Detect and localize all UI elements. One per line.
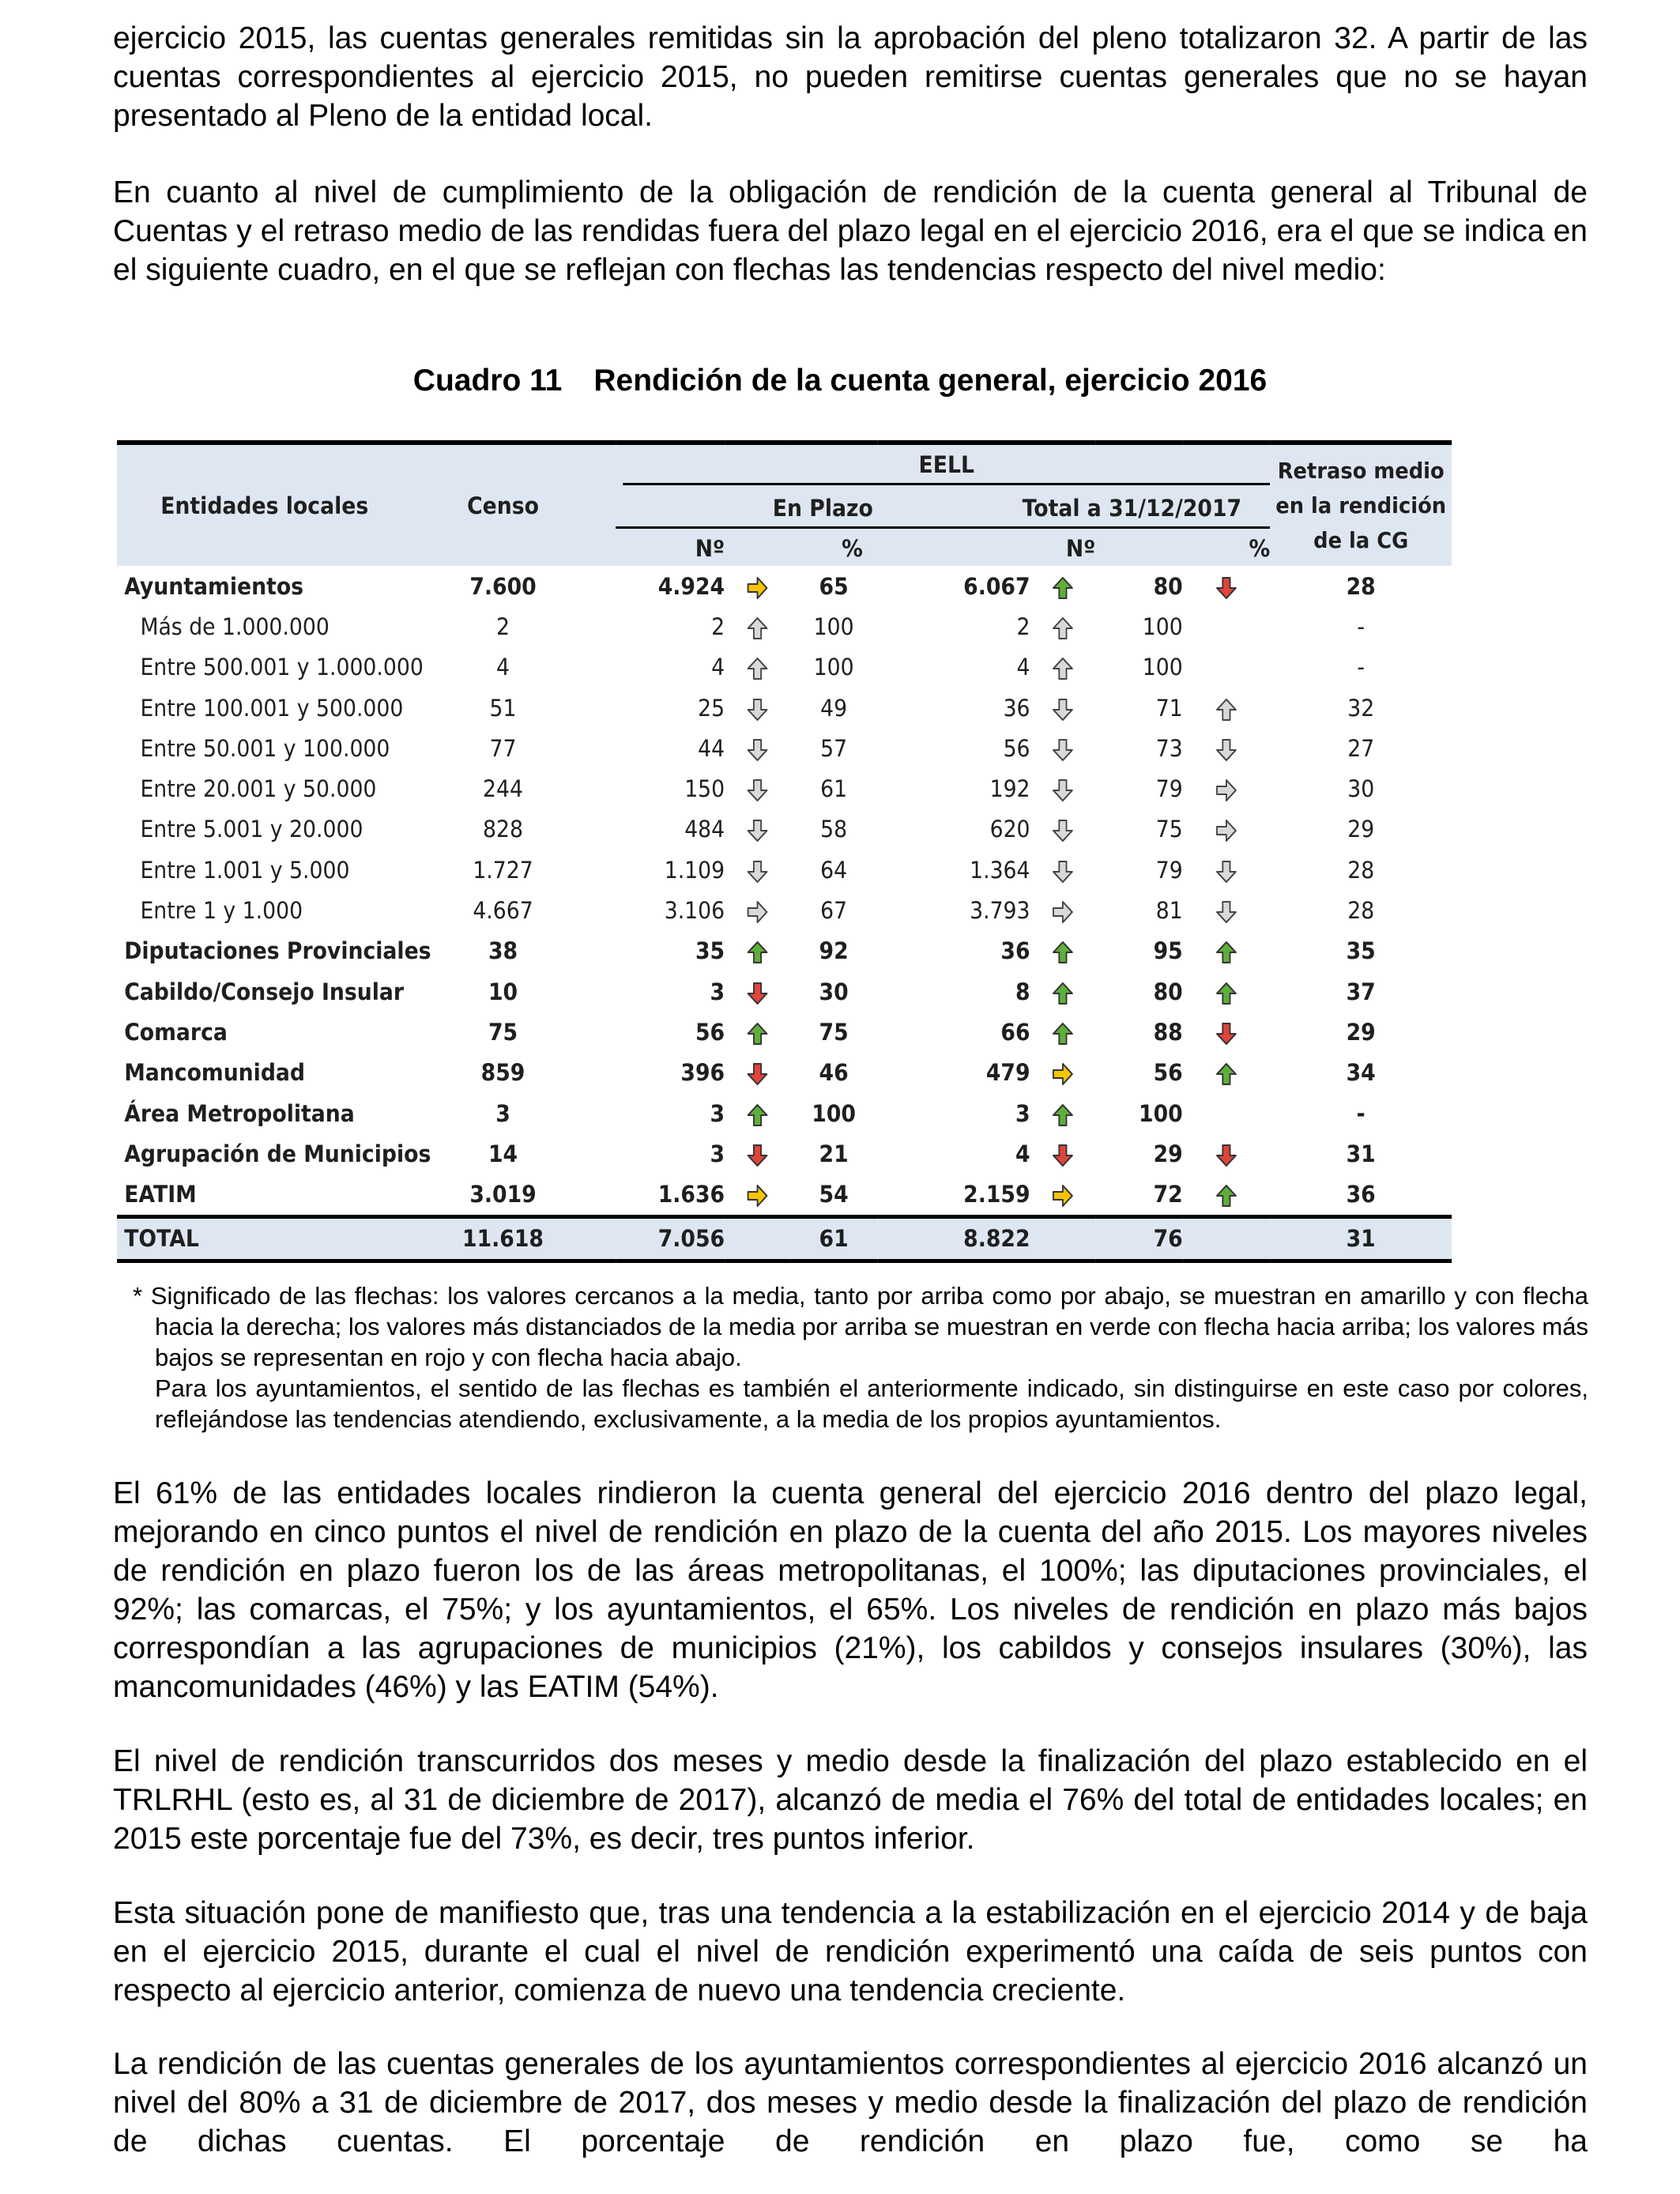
retraso-arrow-icon xyxy=(1183,728,1270,768)
total-arrow-icon xyxy=(1030,890,1096,930)
table-total-row xyxy=(117,1216,1452,1261)
total-arrow-icon xyxy=(1030,850,1096,890)
cell-plazo-n: 3 xyxy=(710,1140,725,1167)
paragraph-trend: Esta situación pone de manifiesto que, tras una tendencia a la estabilización en el ejercicio 2014 y de baja en el ejercicio 2015, durante el cual el nivel de rendición experimentó una caída de seis puntos con respecto al ejercicio anterior, comienza de nuevo una tendencia creciente. xyxy=(113,1896,1588,2007)
row-name: Entre 20.001 y 50.000 xyxy=(140,775,377,803)
total-arrow-icon xyxy=(1030,809,1096,850)
total-arrow-icon xyxy=(1030,1012,1096,1052)
row-name: Entre 5.001 y 20.000 xyxy=(140,816,363,843)
spacer xyxy=(1030,1216,1096,1261)
cell-plazo-pct: 61 xyxy=(820,775,848,803)
table-row xyxy=(117,768,1452,809)
plazo-arrow-icon xyxy=(725,1012,790,1052)
total-arrow-icon xyxy=(1030,647,1096,688)
spacer xyxy=(558,809,616,850)
row-name: Comarca xyxy=(124,1018,228,1046)
cell-total-pct: 80 xyxy=(1153,572,1183,600)
row-name: Cabildo/Consejo Insular xyxy=(124,978,405,1005)
table-row xyxy=(117,1093,1452,1133)
plazo-arrow-icon xyxy=(725,1093,790,1133)
header-total-n: Nº xyxy=(1030,531,1096,566)
retraso-arrow-icon xyxy=(1183,566,1270,606)
table-row xyxy=(117,971,1452,1012)
row-name: Área Metropolitana xyxy=(124,1099,355,1127)
cell-retraso: 29 xyxy=(1346,1018,1376,1046)
cell-plazo-pct: 75 xyxy=(819,1018,849,1046)
total-plazo-pct: 61 xyxy=(790,1216,877,1261)
cell-plazo-n: 44 xyxy=(698,734,725,762)
header-total-label: Total a 31/12/2017 xyxy=(994,495,1271,529)
table-row xyxy=(117,850,1452,890)
empty-cell xyxy=(1183,606,1270,647)
cell-total-pct: 56 xyxy=(1153,1059,1183,1087)
plazo-arrow-icon xyxy=(725,566,790,606)
caption-title: Rendición de la cuenta general, ejercicio 2016 xyxy=(593,364,1268,398)
paragraph-intro-continuation: ejercicio 2015, las cuentas generales remitidas sin la aprobación del pleno totalizaron 32. A partir de las cuentas correspondientes al ejercicio 2015, no pueden remitirse cuentas generales que no se hayan presentado al Pleno de la entidad local. xyxy=(113,21,1588,133)
row-name: Entre 1 y 1.000 xyxy=(140,897,303,925)
plazo-arrow-icon xyxy=(725,1053,790,1093)
plazo-arrow-icon xyxy=(725,606,790,647)
note-arrows-meaning: * Significado de las flechas: los valores cercanos a la media, tanto por arriba como por abajo, se muestran en amarillo y con flecha hacia la derecha; los valores más distanciados de la media por arriba se muestran en verde con flecha hacia arriba; los valores más bajos se representan en rojo y con flecha hacia abajo. xyxy=(133,1282,1588,1371)
table-row xyxy=(117,566,1452,606)
spacer xyxy=(558,971,616,1012)
retraso-arrow-icon xyxy=(1183,809,1270,850)
cell-censo: 4.667 xyxy=(473,897,533,925)
cell-total-n: 2.159 xyxy=(963,1181,1030,1208)
cell-total-n: 620 xyxy=(989,816,1030,843)
cell-retraso: - xyxy=(1357,613,1365,640)
cell-total-pct: 95 xyxy=(1153,937,1183,965)
cell-censo: 51 xyxy=(489,694,517,722)
spacer xyxy=(558,688,616,728)
table-row xyxy=(117,1053,1452,1093)
cell-plazo-n: 35 xyxy=(695,937,725,965)
cell-censo: 828 xyxy=(483,816,523,843)
plazo-arrow-icon xyxy=(725,971,790,1012)
total-censo: 11.618 xyxy=(449,1216,558,1261)
retraso-arrow-icon xyxy=(1183,768,1270,809)
cell-retraso: 28 xyxy=(1347,897,1375,925)
total-total-pct: 76 xyxy=(1095,1216,1182,1261)
retraso-arrow-icon xyxy=(1183,1053,1270,1093)
cell-total-n: 3 xyxy=(1015,1099,1030,1127)
spacer xyxy=(558,1053,616,1093)
cell-censo: 75 xyxy=(488,1018,518,1046)
cell-plazo-pct: 65 xyxy=(819,572,849,600)
table-row xyxy=(117,931,1452,971)
caption-number: Cuadro 11 xyxy=(412,364,563,398)
row-name: Entre 500.001 y 1.000.000 xyxy=(140,654,424,681)
total-retraso: 31 xyxy=(1270,1216,1452,1261)
header-plazo-pct: % xyxy=(790,531,877,566)
cell-plazo-pct: 92 xyxy=(819,937,849,965)
cell-total-pct: 88 xyxy=(1153,1018,1183,1046)
cell-plazo-pct: 67 xyxy=(820,897,848,925)
retraso-arrow-icon xyxy=(1183,890,1270,930)
header-retraso: Retraso medio en la rendición de la CG xyxy=(1270,443,1452,566)
cell-total-n: 1.364 xyxy=(970,856,1030,884)
total-arrow-icon xyxy=(1030,1053,1096,1093)
cell-censo: 10 xyxy=(488,978,518,1005)
paragraph-table-intro: En cuanto al nivel de cumplimiento de la obligación de rendición de la cuenta general al Tribunal de Cuentas y el retraso medio de las rendidas fuera del plazo legal en el ejercicio 2016, era el que se indica en el siguiente cuadro, en el que se reflejan con flechas las tendencias respecto del nivel medio: xyxy=(113,175,1588,287)
cell-retraso: 34 xyxy=(1346,1059,1376,1087)
cell-retraso: 36 xyxy=(1346,1181,1376,1208)
cell-retraso: 30 xyxy=(1347,775,1375,803)
row-name: Entre 50.001 y 100.000 xyxy=(140,734,390,762)
cell-censo: 859 xyxy=(480,1059,525,1087)
table-notes xyxy=(133,1280,1588,1434)
empty-cell xyxy=(1183,1093,1270,1133)
total-arrow-icon xyxy=(1030,768,1096,809)
spacer xyxy=(558,566,616,606)
total-arrow-icon xyxy=(1030,1133,1096,1174)
cell-total-n: 192 xyxy=(989,775,1030,803)
paragraph-ayuntamientos: La rendición de las cuentas generales de los ayuntamientos correspondientes al ejercicio 2016 alcanzó un nivel del 80% a 31 de diciembre de 2017, dos meses y medio desde la finalización del plazo de rendición de dichas cuentas. El porcentaje de rendición en plazo fue, como se ha xyxy=(113,2047,1588,2158)
plazo-arrow-icon xyxy=(725,809,790,850)
note-ayuntamientos: Para los ayuntamientos, el sentido de las flechas es también el anteriormente indicado, sin distinguirse en este caso por colores, reflejándose las tendencias atendiendo, exclusivamente, a la media de los propios ayuntamientos. xyxy=(155,1374,1588,1433)
cell-retraso: 28 xyxy=(1346,572,1376,600)
cell-plazo-n: 4 xyxy=(711,654,725,681)
cell-plazo-n: 4.924 xyxy=(657,572,725,600)
cell-total-pct: 73 xyxy=(1155,734,1183,762)
cell-plazo-pct: 100 xyxy=(813,654,854,681)
cell-plazo-n: 3 xyxy=(710,978,725,1005)
total-arrow-icon xyxy=(1030,606,1096,647)
cell-plazo-n: 150 xyxy=(684,775,725,803)
total-name: TOTAL xyxy=(117,1216,449,1261)
cell-censo: 244 xyxy=(483,775,523,803)
plazo-arrow-icon xyxy=(725,890,790,930)
spacer xyxy=(1183,1216,1270,1261)
cell-total-n: 36 xyxy=(1000,937,1030,965)
total-arrow-icon xyxy=(1030,728,1096,768)
cell-censo: 7.600 xyxy=(469,572,537,600)
cell-plazo-n: 3.106 xyxy=(664,897,725,925)
plazo-arrow-icon xyxy=(725,1174,790,1216)
cell-total-pct: 80 xyxy=(1153,978,1183,1005)
header-plazo-n: Nº xyxy=(616,531,725,566)
spacer xyxy=(558,1093,616,1133)
cell-plazo-n: 25 xyxy=(698,694,725,722)
cell-total-pct: 79 xyxy=(1155,775,1183,803)
cell-plazo-n: 1.109 xyxy=(664,856,725,884)
table-row xyxy=(117,606,1452,647)
retraso-arrow-icon xyxy=(1183,1174,1270,1216)
empty-cell xyxy=(1183,647,1270,688)
cell-retraso: - xyxy=(1357,654,1365,681)
cell-censo: 14 xyxy=(488,1140,518,1167)
table-row xyxy=(117,728,1452,768)
spacer xyxy=(558,1174,616,1216)
cell-retraso: 32 xyxy=(1347,694,1375,722)
cell-plazo-pct: 49 xyxy=(820,694,848,722)
row-name: Ayuntamientos xyxy=(124,572,304,600)
cell-plazo-pct: 64 xyxy=(820,856,848,884)
spacer xyxy=(558,1133,616,1174)
cell-total-pct: 79 xyxy=(1155,856,1183,884)
row-name: Agrupación de Municipios xyxy=(124,1140,431,1167)
table-row xyxy=(117,1133,1452,1174)
spacer xyxy=(558,606,616,647)
total-arrow-icon xyxy=(1030,1174,1096,1216)
cell-plazo-pct: 100 xyxy=(813,613,854,640)
spacer xyxy=(558,931,616,971)
spacer xyxy=(558,728,616,768)
plazo-arrow-icon xyxy=(725,728,790,768)
cell-total-n: 4 xyxy=(1015,1140,1030,1167)
spacer xyxy=(558,647,616,688)
cell-plazo-pct: 58 xyxy=(820,816,848,843)
cell-total-pct: 75 xyxy=(1155,816,1183,843)
header-total-pct: % xyxy=(1183,531,1270,566)
paragraph-level: El nivel de rendición transcurridos dos meses y medio desde la finalización del plazo establecido en el TRLRHL (esto es, al 31 de diciembre de 2017), alcanzó de media el 76% del total de entidades locales; en 2015 este porcentaje fue del 73%, es decir, tres puntos inferior. xyxy=(113,1744,1588,1856)
cell-censo: 4 xyxy=(496,654,510,681)
cell-total-pct: 71 xyxy=(1155,694,1183,722)
total-plazo-n: 7.056 xyxy=(616,1216,725,1261)
cell-total-pct: 100 xyxy=(1139,1099,1183,1127)
cell-total-n: 66 xyxy=(1000,1018,1030,1046)
spacer xyxy=(558,768,616,809)
cell-total-n: 479 xyxy=(985,1059,1030,1087)
paragraph-results: El 61% de las entidades locales rindieron la cuenta general del ejercicio 2016 dentro del plazo legal, mejorando en cinco puntos el nivel de rendición en plazo de la cuenta del año 2015. Los mayores niveles de rendición en plazo fueron los de las áreas metropolitanas, el 100%; las diputaciones provinciales, el 92%; las comarcas, el 75%; y los ayuntamientos, el 65%. Los niveles de rendición en plazo más bajos correspondían a las agrupaciones de municipios (21%), los cabildos y consejos insulares (30%), las mancomunidades (46%) y las EATIM (54%). xyxy=(113,1476,1588,1704)
cell-censo: 38 xyxy=(488,937,518,965)
plazo-arrow-icon xyxy=(725,1133,790,1174)
row-name: Entre 100.001 y 500.000 xyxy=(140,694,404,722)
total-arrow-icon xyxy=(1030,688,1096,728)
cell-retraso: 28 xyxy=(1347,856,1375,884)
total-arrow-icon xyxy=(1030,931,1096,971)
cell-total-pct: 100 xyxy=(1142,613,1183,640)
cell-plazo-pct: 21 xyxy=(819,1140,849,1167)
cell-retraso: 35 xyxy=(1346,937,1376,965)
cell-total-n: 36 xyxy=(1003,694,1030,722)
cell-total-pct: 72 xyxy=(1153,1181,1183,1208)
retraso-arrow-icon xyxy=(1183,931,1270,971)
total-total-n: 8.822 xyxy=(877,1216,1030,1261)
row-name: Diputaciones Provinciales xyxy=(124,937,431,965)
cell-plazo-n: 3 xyxy=(710,1099,725,1127)
spacer xyxy=(558,850,616,890)
plazo-arrow-icon xyxy=(725,768,790,809)
cell-plazo-n: 2 xyxy=(711,613,725,640)
cell-censo: 3 xyxy=(495,1099,510,1127)
cell-plazo-n: 396 xyxy=(680,1059,725,1087)
cell-total-n: 56 xyxy=(1003,734,1030,762)
header-en-plazo xyxy=(616,492,1030,531)
row-name: EATIM xyxy=(124,1181,197,1208)
cell-plazo-pct: 46 xyxy=(819,1059,849,1087)
header-eell xyxy=(558,443,1271,492)
plazo-arrow-icon xyxy=(725,688,790,728)
table-row xyxy=(117,890,1452,930)
cell-plazo-n: 484 xyxy=(684,816,725,843)
cell-total-n: 3.793 xyxy=(970,897,1030,925)
cell-total-pct: 100 xyxy=(1142,654,1183,681)
cell-plazo-pct: 30 xyxy=(819,978,849,1005)
table-row xyxy=(117,688,1452,728)
row-name: Más de 1.000.000 xyxy=(140,613,330,640)
cell-total-n: 6.067 xyxy=(963,572,1030,600)
cell-censo: 2 xyxy=(496,613,510,640)
row-name: Mancomunidad xyxy=(124,1059,306,1087)
plazo-arrow-icon xyxy=(725,850,790,890)
cell-plazo-n: 1.636 xyxy=(657,1181,725,1208)
spacer xyxy=(558,1012,616,1052)
cell-censo: 77 xyxy=(489,734,517,762)
cell-retraso: 29 xyxy=(1347,816,1375,843)
plazo-arrow-icon xyxy=(725,931,790,971)
retraso-arrow-icon xyxy=(1183,850,1270,890)
cell-retraso: 27 xyxy=(1347,734,1375,762)
total-arrow-icon xyxy=(1030,566,1096,606)
spacer xyxy=(558,1216,616,1261)
header-censo: Censo xyxy=(449,443,558,566)
retraso-arrow-icon xyxy=(1183,1133,1270,1174)
cell-retraso: 37 xyxy=(1346,978,1376,1005)
header-entidades: Entidades locales xyxy=(117,443,449,566)
cell-plazo-pct: 54 xyxy=(819,1181,849,1208)
header-eell-label: EELL xyxy=(623,451,1270,485)
row-name: Entre 1.001 y 5.000 xyxy=(140,856,350,884)
cell-total-n: 4 xyxy=(1016,654,1030,681)
rendition-table xyxy=(117,440,1452,1263)
header-total xyxy=(1022,492,1270,531)
total-arrow-icon xyxy=(1030,971,1096,1012)
plazo-arrow-icon xyxy=(725,647,790,688)
cell-total-pct: 81 xyxy=(1155,897,1183,925)
cell-plazo-pct: 57 xyxy=(820,734,848,762)
cell-retraso: 31 xyxy=(1346,1140,1376,1167)
cell-plazo-n: 56 xyxy=(695,1018,725,1046)
cell-total-n: 8 xyxy=(1015,978,1030,1005)
spacer xyxy=(725,1216,790,1261)
table-row xyxy=(117,1174,1452,1216)
retraso-arrow-icon xyxy=(1183,1012,1270,1052)
retraso-arrow-icon xyxy=(1183,971,1270,1012)
cell-total-pct: 29 xyxy=(1153,1140,1183,1167)
cell-plazo-pct: 100 xyxy=(812,1099,856,1127)
table-caption xyxy=(0,362,1680,400)
cell-censo: 1.727 xyxy=(473,856,533,884)
retraso-arrow-icon xyxy=(1183,688,1270,728)
table-row xyxy=(117,809,1452,850)
cell-censo: 3.019 xyxy=(469,1181,537,1208)
total-arrow-icon xyxy=(1030,1093,1096,1133)
cell-retraso: - xyxy=(1356,1099,1365,1127)
header-en-plazo-label: En Plazo xyxy=(616,495,1030,529)
table-row xyxy=(117,1012,1452,1052)
cell-total-n: 2 xyxy=(1016,613,1030,640)
spacer xyxy=(558,890,616,930)
table-row xyxy=(117,647,1452,688)
